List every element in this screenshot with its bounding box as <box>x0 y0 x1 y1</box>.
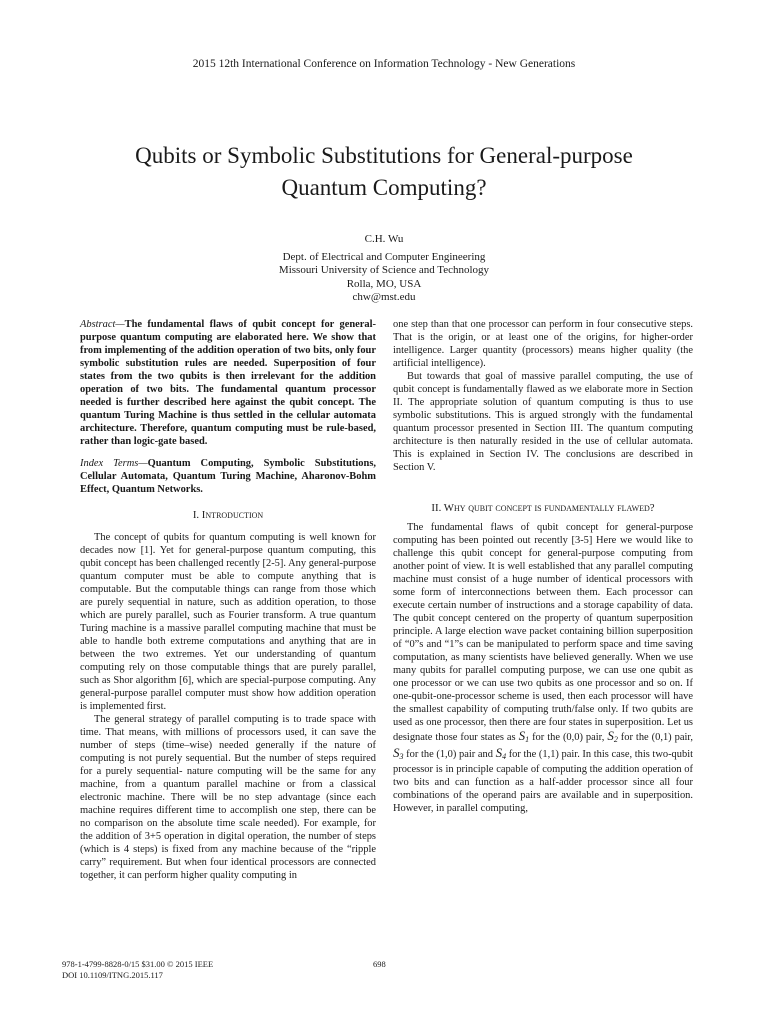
title-line-2: Quantum Computing? <box>281 175 487 200</box>
title-line-1: Qubits or Symbolic Substitutions for General-purpose <box>135 143 633 168</box>
left-column <box>80 318 376 882</box>
section2-text-a: The fundamental flaws of qubit concept for general-purpose computing has been pointed out recently [3-5] Here we would like to challenge this qubit concept for general-purpose computing from another point of view. It is well established that any parallel computing machine must consist of a huge number of identical processors with some form of interconnections between them. Each processor can execute certain number of instructions and a storage capability of data. The qubit concept centered on the property of quantum superposition principle. A large election wave packet containing billion superposition of “0”s and “1”s can be manipulated to perform space and time saving computation, as many scientists have believed generally. When we use many qubits for parallel computing purpose, we can use one qubit as one processor or we can use two qubits as one processor and so on. If one-qubit-one-processor scheme is used, then each processor will have the smallest capability of computing truth/false only. If two qubits are used as one processor, then there are four states in superposition. Let us designate those four states as <box>393 522 693 743</box>
affiliation-dept: Dept. of Electrical and Computer Engineering <box>282 250 486 263</box>
paper-title <box>60 140 708 204</box>
section-heading-qubit-flaws: II. Why qubit concept is fundamentally flawed? <box>431 502 655 514</box>
author-name: C.H. Wu <box>364 233 404 245</box>
footer-isbn: 978-1-4799-8828-0/15 $31.00 © 2015 IEEE <box>62 959 214 969</box>
section2-text-b: for the (1,1) pair. In this case, this two-qubit processor is in principle capable of computing the addition operation of two bits and can function as a half-adder processor since all four combinations of the operand pairs are available and in superposition. However, in parallel computing, <box>393 749 694 814</box>
symbol-s4-subscript: 4 <box>502 752 507 761</box>
text-for-00: for the (0,0) pair, <box>532 732 605 743</box>
text-for-01: for the (0,1) pair, <box>620 732 694 743</box>
symbol-s1-subscript: 1 <box>525 735 530 744</box>
page-number: 698 <box>373 959 386 969</box>
author-email: chw@mst.edu <box>352 291 416 303</box>
affiliation-location: Rolla, MO, USA <box>346 277 422 290</box>
index-terms-text: Quantum Computing, Symbolic Substitutions, Cellular Automata, Quantum Turing Machine, Aharonov-Bohm Effect, Quantum Networks. <box>80 458 376 495</box>
footer-publication-info <box>62 959 213 981</box>
abstract <box>80 318 376 448</box>
affiliation-university: Missouri University of Science and Technology <box>278 264 490 276</box>
symbol-s3-subscript: 3 <box>399 752 404 761</box>
index-terms-label: Index Terms— <box>80 458 148 469</box>
index-terms <box>80 457 376 496</box>
abstract-label: Abstract— <box>80 319 125 330</box>
symbol-s3 <box>393 745 404 760</box>
symbol-s1 <box>519 728 530 743</box>
section-heading-introduction: I. Introduction <box>192 509 264 521</box>
intro-paragraph-1: The concept of qubits for quantum computing is well known for decades now [1]. Yet for general-purpose quantum computing, this qubit concept has been challenged recently [2-5]. Any general-purpose quantum computer must be able to compute anything that is computable. But the computable things can range from those which are purely sequential in nature, such as addition operation, to those which are purely parallel, such as Fourier transform. A true quantum Turing machine is a massive parallel computing machine that must be able to handle both extreme computations and anything that are in between the two extremes. Yet our understanding of quantum computing rely on those computable things that are purely parallel, such as Shor algorithm [6], which are special-purpose computing. Any general-purpose parallel computer must show how addition operation is implemented first. <box>80 532 376 712</box>
symbol-s2 <box>607 728 618 743</box>
symbol-s3-letter: S <box>393 745 400 760</box>
symbol-s2-subscript: 2 <box>613 735 618 744</box>
intro-paragraph-2: The general strategy of parallel computing is to trade space with time. That means, with millions of processors used, it can save the number of steps (time–wise) needed generally if the nature of computing is not purely sequential. But the number of steps required for a purely sequential- nature computing will be the same for any machine, from a quantum parallel machine or from a classical electronic machine. There will be no step advantage (since each machine requires different time to accomplish one step, there can be no comparison on the absolute time scale needed). For example, for the addition of 3+5 operation in digital operation, the number of steps (which is 4 steps) is fixed from any machine because of the “ripple carry” requirement. But when four identical processors are connected together, it can perform higher quality computing in <box>80 714 376 881</box>
abstract-text: The fundamental flaws of qubit concept for general-purpose quantum computing are elaborated here. We show that from implementing of the addition operation of two bits, only four symbolic substitution rules are needed. Superposition of four states from the two qubits is then irrelevant for the addition operation of two bits. The fundamental quantum processor needed is further described here against the qubit concept. The quantum Turing Machine is thus settled in the cellular automata architecture. Therefore, quantum computing must be rule-based, rather than logic-gate based. <box>80 319 376 447</box>
footer-doi: DOI 10.1109/ITNG.2015.117 <box>62 970 163 980</box>
section2-paragraph-1 <box>393 521 693 815</box>
text-for-10: for the (1,0) pair and <box>406 749 493 760</box>
symbol-s4-letter: S <box>495 745 503 760</box>
symbol-s1-letter: S <box>518 728 526 743</box>
intro-continuation: one step than that one processor can perform in four consecutive steps. That is the origin, or at least one of the origins, for higher-order intelligence. Larger quantity (processors) means higher quality (the artificial intelligence). <box>393 319 693 369</box>
intro-paragraph-3: But towards that goal of massive parallel computing, the use of qubit concept is fundamentally flawed as we elaborate more in Section II. The appropriate solution of quantum computing is thus to use symbolic substitutions. This is argued strongly with the fundamental quantum processor presented in Section III. The quantum computing architecture is then naturally resided in the use of cellular automata. This is explained in Section IV. The conclusions are described in Section V. <box>393 371 693 473</box>
symbol-s4 <box>496 745 507 760</box>
conference-header: 2015 12th International Conference on Information Technology - New Generations <box>192 58 576 70</box>
author-block <box>0 233 768 305</box>
right-column <box>393 318 693 815</box>
symbol-s2-letter: S <box>607 728 614 743</box>
